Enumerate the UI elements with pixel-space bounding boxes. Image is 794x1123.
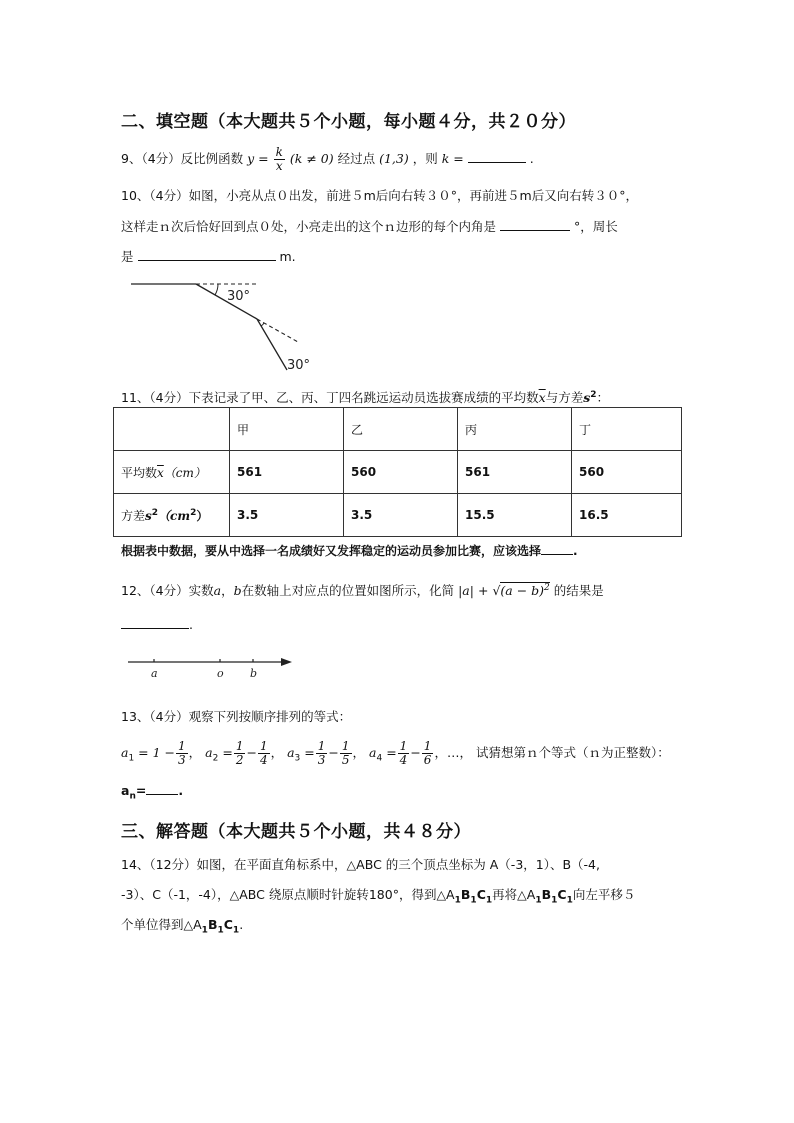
an-sub: n (129, 791, 136, 802)
q9-point: (1,3) (379, 151, 409, 166)
frac-num: 1 (317, 739, 326, 753)
q11-xbar: $\overline{x}$ (538, 390, 546, 406)
q14-l2-g: 向左平移５ (572, 887, 636, 902)
frac-num: 1 (259, 739, 268, 753)
q14-sub: 1 (566, 895, 573, 906)
q12-number-line (126, 652, 296, 682)
q12-var-b: b (233, 583, 242, 599)
q14-l2-a: -3）、C（-1，-4），△ABC 绕原点顺时针旋转180°，得到△A (121, 887, 455, 902)
mean-unit: （cm） (163, 465, 206, 480)
table-cell: 3.5 (344, 494, 458, 537)
eq-4-minus: − (410, 745, 421, 760)
q14-l2-d: 再将△A (492, 887, 536, 902)
variance-unit-sup: 2 (190, 507, 197, 518)
scores-table (113, 407, 682, 537)
q9-frac-num: k (275, 145, 283, 159)
eq-3-frac-1 (316, 740, 328, 767)
question-9 (121, 146, 534, 173)
frac-num: 1 (341, 739, 350, 753)
frac-den: 3 (178, 753, 186, 767)
eq-2 (205, 739, 270, 767)
frac-den: 2 (235, 753, 244, 767)
q10-walk-figure (126, 275, 326, 375)
ellipsis: ，…， (434, 745, 472, 760)
row-label-variance (114, 494, 230, 537)
q11-intro-end: ： (596, 390, 610, 406)
q14-sub: 1 (201, 925, 208, 936)
eq-2-frac-1 (234, 740, 246, 767)
question-10-line-3 (121, 246, 296, 267)
q14-sub: 1 (470, 895, 477, 906)
angle-label-2: 30° (287, 358, 311, 373)
table-cell: 561 (230, 451, 344, 494)
q9-answer-blank[interactable] (468, 148, 526, 163)
eq-3-frac-2 (340, 740, 352, 767)
q9-fraction (274, 146, 285, 173)
table-header-cell: 乙 (344, 408, 458, 451)
q9-prefix: 9、（4分）反比例函数 (121, 151, 244, 166)
q12-sqrt-sup: 2 (544, 583, 550, 593)
q10-perimeter-blank[interactable] (138, 246, 276, 261)
q14-l3-a: 个单位得到△A (121, 917, 202, 932)
segment-3 (257, 319, 287, 370)
mean-xbar: $\overline{x}$ (157, 465, 164, 480)
q10-line3-text: 是 (121, 249, 134, 264)
frac-den: 5 (341, 753, 350, 767)
q9-condition: (k ≠ 0) (289, 151, 334, 166)
table-row-variance (114, 494, 682, 537)
variance-s-sup: 2 (151, 507, 159, 518)
eq-1-frac (176, 740, 188, 767)
frac-den: 3 (317, 753, 326, 767)
table-header-cell (114, 408, 230, 451)
q9-k-eq: k = (441, 151, 464, 166)
question-12-line-1 (121, 578, 604, 601)
q12-answer-blank[interactable] (121, 614, 189, 629)
angle-label-1: 30° (227, 289, 251, 304)
frac-den: 6 (423, 753, 432, 767)
question-13-answer (121, 780, 183, 807)
table-cell: 3.5 (230, 494, 344, 537)
q12-var-a: a (213, 583, 222, 599)
q13-answer-blank[interactable] (146, 780, 178, 795)
comma: ， (270, 745, 284, 760)
q14-sub: 1 (551, 895, 558, 906)
q14-sub: 1 (485, 895, 493, 906)
q14-l2-e: B (541, 887, 552, 902)
section-2-title: 二、填空题（本大题共５个小题，每小题４分，共２０分） (121, 112, 576, 132)
table-cell: 15.5 (458, 494, 572, 537)
q11-s: s (583, 390, 591, 406)
eq-3-minus: − (328, 745, 339, 760)
axis-label-a: a (151, 667, 158, 680)
q12-text-a: 12、（4分）实数 (121, 583, 214, 599)
question-13-equations (121, 738, 670, 774)
q12-sep: ， (221, 583, 234, 599)
axis-arrow-icon (281, 658, 292, 666)
frac-num: 1 (235, 739, 244, 753)
eq-2-lhs: a (205, 745, 213, 760)
eq-4-frac-1 (398, 740, 410, 767)
eq-4-frac-2 (422, 740, 434, 767)
q9-tail: ，则 (412, 151, 438, 166)
table-header-cell: 丙 (458, 408, 572, 451)
row-label-mean (114, 451, 230, 494)
q12-sqrt-body (500, 582, 549, 598)
eq-4 (369, 739, 434, 767)
q14-l2-f: C (557, 887, 567, 902)
table-cell: 560 (344, 451, 458, 494)
q14-l3-b: B (207, 917, 218, 932)
table-header-cell: 甲 (230, 408, 344, 451)
question-10-line-2 (121, 216, 618, 237)
angle-arc-2 (261, 323, 264, 326)
table-header-row (114, 408, 682, 451)
table-cell: 561 (458, 451, 572, 494)
frac-den: 4 (399, 753, 408, 767)
an-end: . (178, 783, 184, 798)
q11-conclusion-end: . (573, 544, 578, 558)
q12-sqrt-sign: √ (492, 583, 501, 599)
q11-intro-mid: 与方差 (545, 390, 584, 406)
eq-4-sub: 4 (376, 753, 383, 764)
q14-l3-d: . (239, 917, 244, 932)
frac-num: 1 (423, 739, 432, 753)
variance-label: 方差 (121, 508, 146, 523)
eq-1-lhs: a (121, 745, 129, 760)
question-13-intro: 13、（4分）观察下列按顺序排列的等式： (121, 709, 352, 724)
frac-den: 4 (259, 753, 268, 767)
mean-label: 平均数 (121, 465, 158, 480)
q10-angle-blank[interactable] (500, 216, 570, 231)
question-14-line-2 (121, 885, 635, 911)
variance-unit-end: ） (196, 508, 209, 523)
table-cell: 560 (572, 451, 682, 494)
question-11-conclusion (121, 540, 578, 561)
q10-line2-text: 这样走ｎ次后恰好回到点０处，小亮走出的这个ｎ边形的每个内角是 (121, 219, 497, 234)
axis-label-b: b (250, 667, 258, 680)
eq-3-eq: = (304, 745, 315, 760)
q12-abs-a: |a| (458, 583, 474, 599)
angle-arc-1 (215, 284, 218, 295)
eq-4-eq: = (386, 745, 397, 760)
eq-2-frac-2 (258, 740, 270, 767)
q14-sub: 1 (217, 925, 224, 936)
table-cell: 16.5 (572, 494, 682, 537)
q12-text-c: 的结果是 (553, 583, 604, 599)
q14-sub: 1 (535, 895, 542, 906)
q10-line3-tail: m. (279, 249, 296, 264)
question-10-line-1: 10、（4分）如图，小亮从点０出发，前进５m后向右转３０°，再前进５m后又向右转３０°， (121, 188, 638, 203)
eq-2-minus: − (246, 745, 257, 760)
table-row-mean (114, 451, 682, 494)
question-14-line-1: 14、（12分）如图，在平面直角标系中，△ABC 的三个顶点坐标为 A（-3，1）、B（-4, (121, 857, 600, 872)
comma: ， (352, 745, 366, 760)
eq-1 (121, 739, 189, 767)
q14-l2-c: C (476, 887, 486, 902)
frac-num: 1 (178, 739, 186, 753)
q13-guess: 试猜想第ｎ个等式（ｎ为正整数）： (475, 745, 670, 760)
frac-num: 1 (399, 739, 408, 753)
q12-text-b: 在数轴上对应点的位置如图所示，化简 (241, 583, 455, 599)
an-eq: = (135, 783, 147, 798)
eq-1-sub: 1 (128, 753, 135, 764)
eq-1-eq: = 1 − (138, 745, 176, 760)
q12-plus: + (477, 583, 489, 599)
eq-3 (287, 739, 352, 767)
q9-y-eq: y = (247, 151, 269, 166)
comma: ， (188, 745, 202, 760)
q10-line2-tail: °，周长 (573, 219, 618, 234)
eq-3-sub: 3 (294, 753, 301, 764)
q14-sub: 1 (232, 925, 240, 936)
eq-4-lhs: a (369, 745, 377, 760)
question-14-line-3 (121, 915, 243, 941)
variance-s: s (145, 508, 152, 523)
q14-l3-c: C (223, 917, 233, 932)
eq-2-eq: = (222, 745, 233, 760)
q11-conclusion-text: 根据表中数据，要从中选择一名成绩好又发挥稳定的运动员参加比赛，应该选择 (121, 544, 542, 558)
axis-label-o: o (217, 667, 224, 680)
q9-end: . (529, 151, 534, 166)
an-lhs: a (121, 783, 130, 798)
table-header-cell: 丁 (572, 408, 682, 451)
q11-answer-blank[interactable] (541, 540, 573, 555)
eq-2-sub: 2 (212, 753, 219, 764)
q11-s-sup: 2 (590, 390, 597, 400)
q11-intro-text: 11、（4分）下表记录了甲、乙、丙、丁四名跳远运动员选拔赛成绩的平均数 (121, 390, 539, 406)
question-11-intro (121, 385, 609, 408)
variance-unit: （cm (158, 508, 191, 523)
q12-end: . (189, 617, 193, 632)
q14-sub: 1 (454, 895, 461, 906)
eq-3-lhs: a (287, 745, 295, 760)
q9-mid: 经过点 (337, 151, 376, 166)
q14-l2-b: B (460, 887, 471, 902)
section-3-title: 三、解答题（本大题共５个小题，共４８分） (121, 822, 471, 842)
question-12-line-2 (121, 614, 193, 635)
q12-sqrt-inner: (a − b) (500, 583, 545, 599)
q9-frac-den: x (275, 159, 283, 173)
